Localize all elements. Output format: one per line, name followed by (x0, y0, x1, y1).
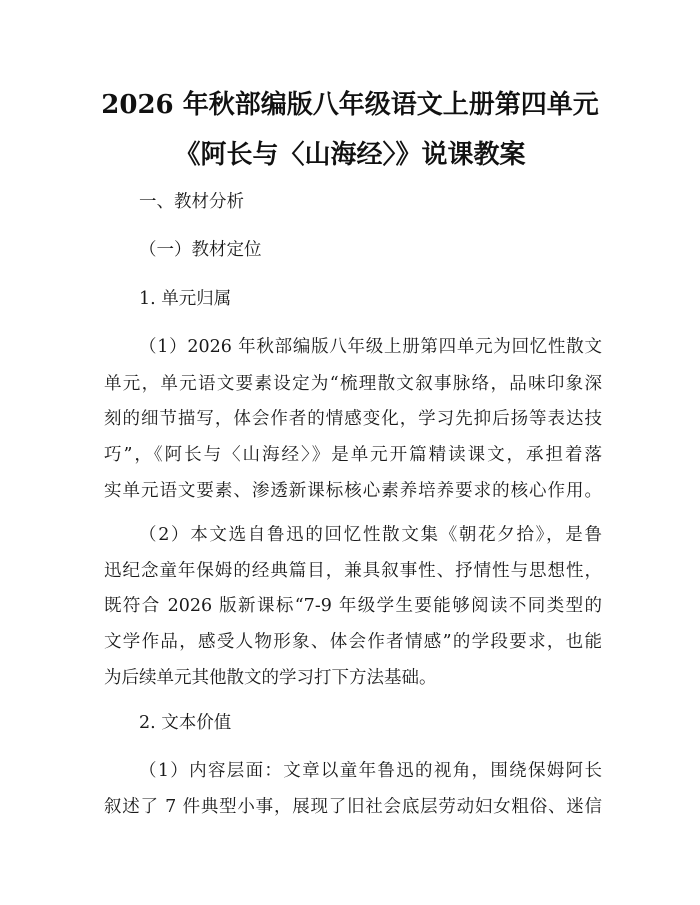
paragraph-2-line-4: 文学作品，感受人物形象、体会作者情感”的学段要求，也能 (104, 632, 602, 652)
paragraph-1-line-1: （1）2026 年秋部编版八年级上册第四单元为回忆性散文 (139, 337, 602, 357)
paragraph-1-line-3: 刻的细节描写，体会作者的情感变化，学习先抑后扬等表达技 (104, 409, 602, 429)
document-title-line-1: 2026 年秋部编版八年级语文上册第四单元 (101, 90, 599, 120)
document-title-line-2: 《阿长与〈山海经〉》说课教案 (174, 140, 526, 170)
paragraph-3-line-1: （1）内容层面：文章以童年鲁迅的视角，围绕保姆阿长 (139, 761, 602, 781)
paragraph-1-line-5: 实单元语文要素、渗透新课标核心素养培养要求的核心作用。 (104, 481, 602, 501)
paragraph-2-line-3: 既符合 2026 版新课标“7-9 年级学生要能够阅读不同类型的 (104, 596, 602, 616)
subsection-heading-textbook-positioning: （一）教材定位 (139, 240, 262, 260)
paragraph-1-line-4: 巧”，《阿长与〈山海经〉》是单元开篇精读课文，承担着落 (104, 445, 602, 465)
item-heading-unit-belonging: 1. 单元归属 (139, 289, 232, 309)
paragraph-2-line-5: 为后续单元其他散文的学习打下方法基础。 (104, 668, 437, 688)
paragraph-2-line-1: （2）本文选自鲁迅的回忆性散文集《朝花夕拾》，是鲁 (139, 525, 602, 545)
item-heading-text-value: 2. 文本价值 (139, 713, 232, 733)
paragraph-1-line-2: 单元，单元语文要素设定为“梳理散文叙事脉络，品味印象深 (104, 374, 602, 394)
paragraph-2-line-2: 迅纪念童年保姆的经典篇目，兼具叙事性、抒情性与思想性， (104, 561, 602, 581)
section-heading-textbook-analysis: 一、教材分析 (139, 192, 244, 212)
paragraph-3-line-2: 叙述了 7 件典型小事，展现了旧社会底层劳动妇女粗俗、迷信 (104, 797, 602, 817)
